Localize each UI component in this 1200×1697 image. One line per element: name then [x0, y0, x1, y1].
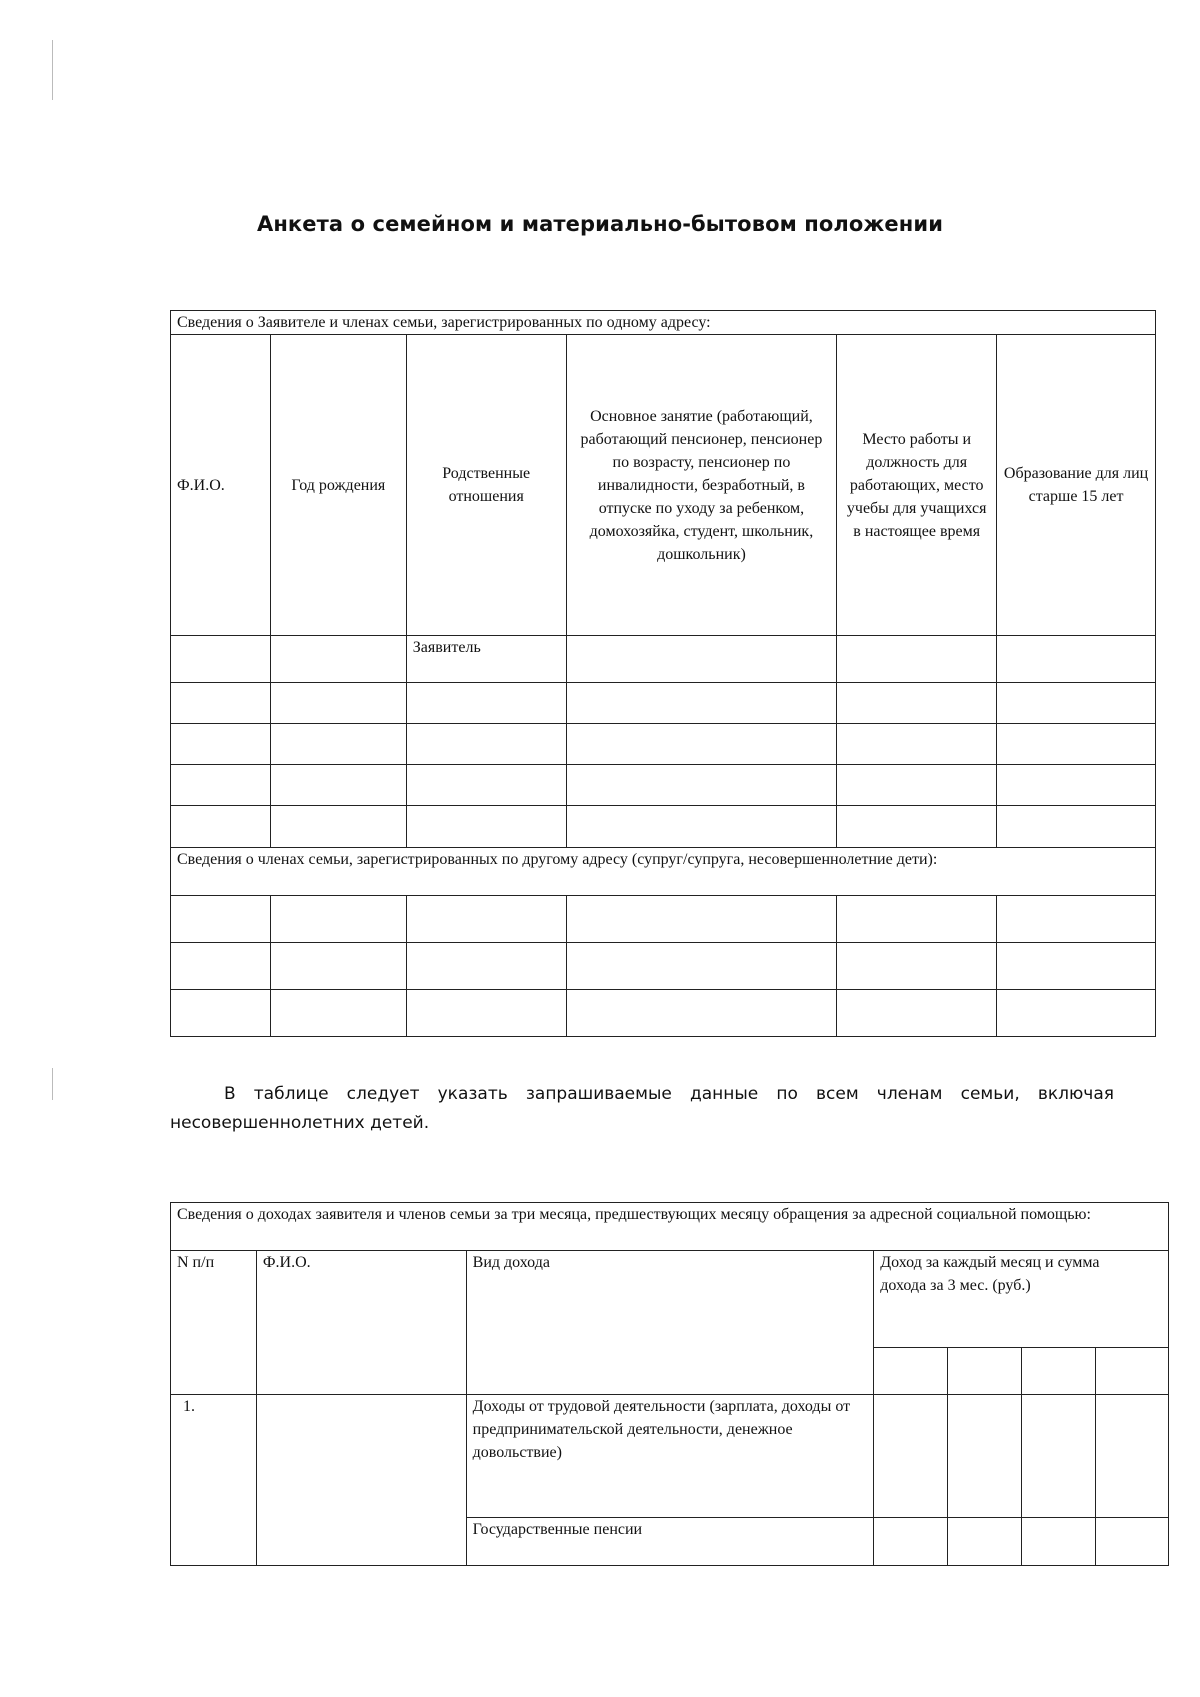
family-table-caption: Сведения о Заявителе и членах семьи, зарегистрированных по одному адресу: [171, 311, 1156, 335]
income-type-label: Государственные пенсии [466, 1518, 874, 1566]
header-income-type: Вид дохода [466, 1251, 874, 1395]
header-num: N п/п [171, 1251, 257, 1395]
total-cell[interactable] [1096, 1348, 1169, 1395]
table-row [171, 806, 1156, 848]
row-num: 1. [171, 1395, 257, 1566]
header-income-amount: Доход за каждый месяц и сумма дохода за 3 мес. (руб.) [874, 1251, 1169, 1348]
header-workplace: Место работы и должность для работающих, место учебы для учащихся в настоящее время [837, 335, 997, 636]
month-cell[interactable] [1022, 1348, 1096, 1395]
table-row [171, 990, 1156, 1037]
instruction-note: В таблице следует указать запрашиваемые данные по всем членам семьи, включая несовершеннолетних детей. [170, 1084, 1114, 1133]
fio-cell[interactable] [256, 1395, 466, 1566]
table-row [171, 683, 1156, 724]
month-cell[interactable] [874, 1348, 948, 1395]
birth-year-cell[interactable] [270, 636, 406, 683]
scan-mark [52, 40, 53, 100]
fio-cell[interactable] [171, 636, 271, 683]
family-table [170, 310, 1156, 1037]
table-row [171, 724, 1156, 765]
income-table [170, 1202, 1169, 1566]
table-row [171, 765, 1156, 806]
education-cell[interactable] [997, 636, 1156, 683]
income-type-label: Доходы от трудовой деятельности (зарплата, доходы от предпринимательской деятельности, денежное довольствие) [466, 1395, 874, 1518]
table-row [171, 896, 1156, 943]
month-cell[interactable] [948, 1348, 1022, 1395]
header-birth-year: Год рождения [270, 335, 406, 636]
header-occupation: Основное занятие (работающий, работающий пенсионер, пенсионер по возрасту, пенсионер по инвалидности, безработный, в отпуске по уходу за ребенком, домохозяйка, студент, школьник, дошкольник) [566, 335, 837, 636]
table-row [171, 943, 1156, 990]
workplace-cell[interactable] [837, 636, 997, 683]
other-address-caption: Сведения о членах семьи, зарегистрированных по другому адресу (супруг/супруга, несовершеннолетние дети): [171, 848, 1156, 896]
table-row [171, 1395, 1169, 1518]
header-fio: Ф.И.О. [171, 335, 271, 636]
header-education: Образование для лиц старше 15 лет [997, 335, 1156, 636]
header-relation: Родственные отношения [406, 335, 566, 636]
occupation-cell[interactable] [566, 636, 837, 683]
scan-mark [52, 1068, 53, 1100]
header-fio: Ф.И.О. [256, 1251, 466, 1395]
income-table-caption: Сведения о доходах заявителя и членов семьи за три месяца, предшествующих месяцу обращения за адресной социальной помощью: [171, 1203, 1169, 1251]
applicant-label: Заявитель [406, 636, 566, 683]
page-title: Анкета о семейном и материально-бытовом положении [256, 212, 944, 236]
